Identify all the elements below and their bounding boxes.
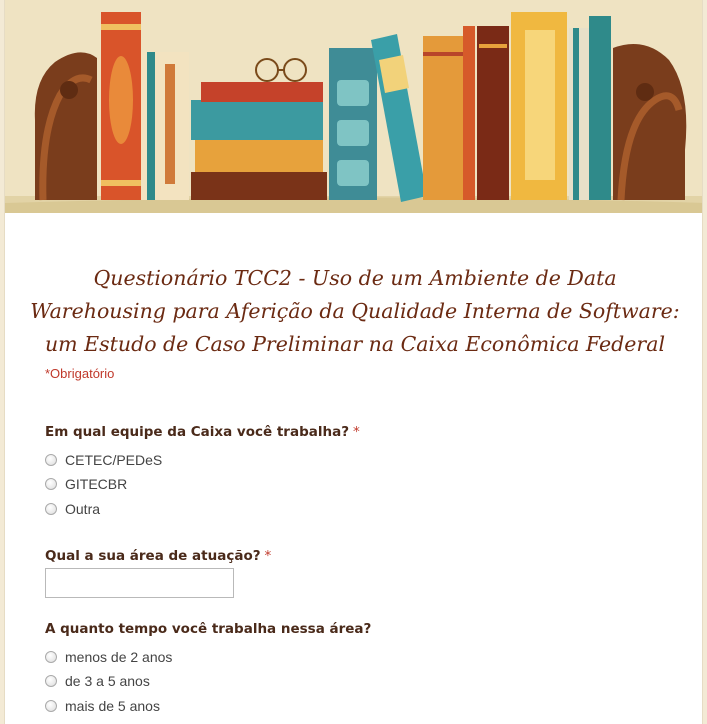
option-gitecbr[interactable] [45,474,127,494]
option-more-5-years[interactable] [45,696,160,716]
radio-button[interactable] [45,503,57,515]
radio-button[interactable] [45,675,57,687]
option-3-to-5-years[interactable] [45,671,150,691]
question-label-text: Em qual equipe da Caixa você trabalha? [45,424,350,440]
form-page [4,0,703,724]
required-mark: * [264,548,272,564]
form-title: Questionário TCC2 - Uso de um Ambiente de Data Warehousing para Aferição da Qualidade Interna de Software: um Estudo de Caso Preliminar na Caixa Econômica Federal [30,266,680,356]
option-outra[interactable] [45,499,100,519]
radio-button[interactable] [45,651,57,663]
option-label: mais de 5 anos [65,698,160,714]
radio-button[interactable] [45,478,57,490]
radio-button[interactable] [45,454,57,466]
question-time-label [45,621,371,637]
header-image [5,0,703,213]
option-label: menos de 2 anos [65,649,173,665]
question-label-text: A quanto tempo você trabalha nessa área? [45,621,372,637]
area-input[interactable] [45,568,234,598]
required-note: *Obrigatório [45,366,115,381]
option-label: de 3 a 5 anos [65,673,150,689]
bookshelf-illustration-icon [5,0,703,213]
required-mark: * [353,424,360,440]
question-team-label [45,424,360,440]
radio-button[interactable] [45,700,57,712]
option-cetec-pedes[interactable] [45,450,162,470]
option-less-2-years[interactable] [45,647,172,667]
question-label-text: Qual a sua área de atuação? [45,548,261,564]
question-area-label [45,548,271,564]
option-label: GITECBR [65,476,128,492]
option-label: CETEC/PEDeS [65,452,163,468]
option-label: Outra [65,501,101,517]
